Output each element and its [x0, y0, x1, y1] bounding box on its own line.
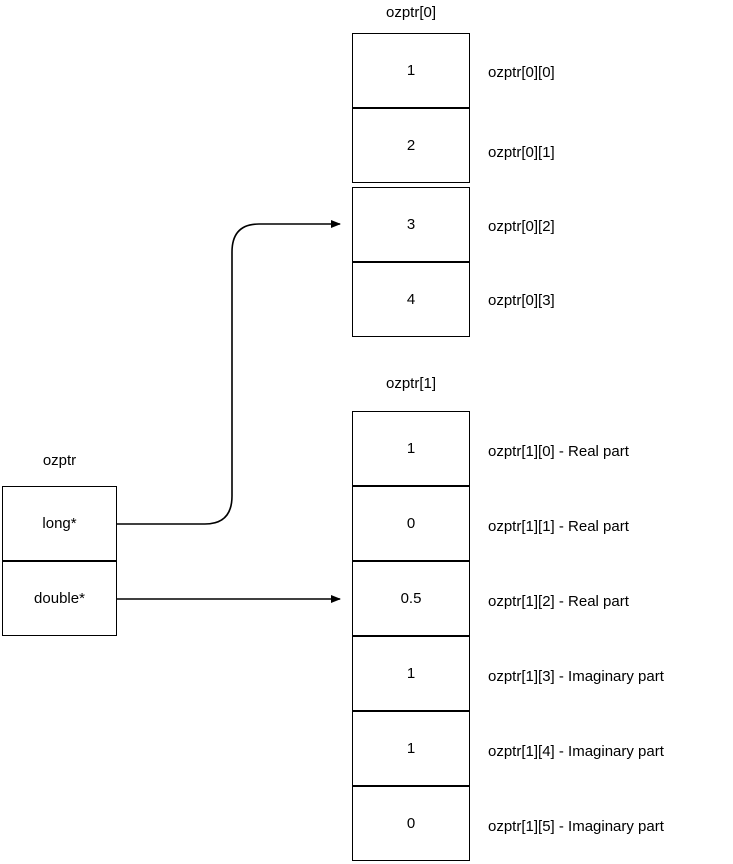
array1-cell-5[interactable]: 0: [352, 786, 470, 861]
array1-label-3: ozptr[1][3] - Imaginary part: [488, 668, 664, 685]
array0-cell-3[interactable]: 4: [352, 262, 470, 337]
array1-label-2: ozptr[1][2] - Real part: [488, 593, 629, 610]
array0-label-1: ozptr[0][1]: [488, 144, 555, 161]
array1-label-1: ozptr[1][1] - Real part: [488, 518, 629, 535]
array1-title: ozptr[1]: [385, 375, 437, 392]
array0-label-2: ozptr[0][2]: [488, 218, 555, 235]
array1-cell-4[interactable]: 1: [352, 711, 470, 786]
array0-cell-2[interactable]: 3: [352, 187, 470, 262]
root-title: ozptr: [42, 452, 77, 469]
array1-cell-1[interactable]: 0: [352, 486, 470, 561]
root-cell-long-ptr[interactable]: long*: [2, 486, 117, 561]
array1-cell-3[interactable]: 1: [352, 636, 470, 711]
array0-cell-0[interactable]: 1: [352, 33, 470, 108]
array1-label-5: ozptr[1][5] - Imaginary part: [488, 818, 664, 835]
root-cell-double-ptr[interactable]: double*: [2, 561, 117, 636]
array1-label-4: ozptr[1][4] - Imaginary part: [488, 743, 664, 760]
array1-label-0: ozptr[1][0] - Real part: [488, 443, 629, 460]
array0-label-0: ozptr[0][0]: [488, 64, 555, 81]
array1-cell-2[interactable]: 0.5: [352, 561, 470, 636]
array0-title: ozptr[0]: [385, 4, 437, 21]
arrow-long-to-ozptr0: [117, 224, 340, 524]
array1-cell-0[interactable]: 1: [352, 411, 470, 486]
array0-cell-1[interactable]: 2: [352, 108, 470, 183]
array0-label-3: ozptr[0][3]: [488, 292, 555, 309]
